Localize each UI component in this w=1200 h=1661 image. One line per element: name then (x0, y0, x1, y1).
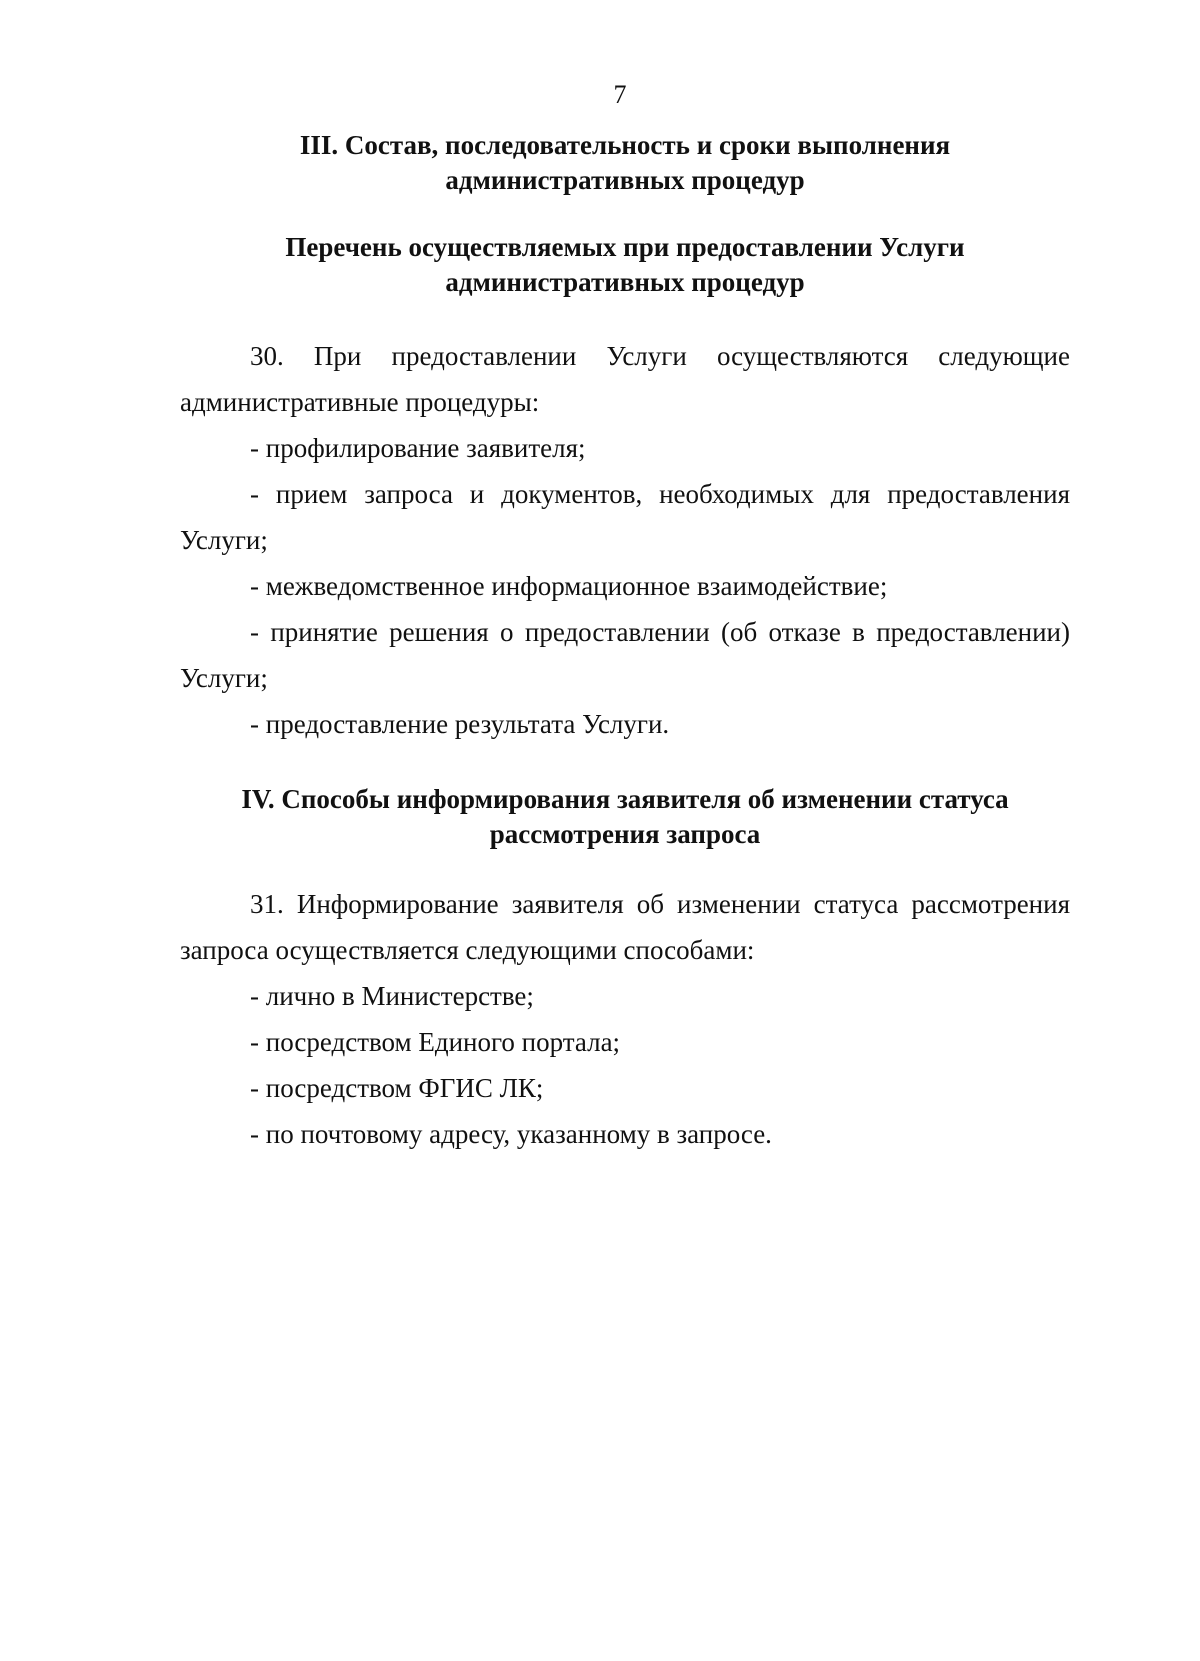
paragraph-30-item-3: - межведомственное информационное взаимодействие; (250, 571, 888, 601)
paragraph-31-line-2: запроса осуществляется следующими способами: (180, 935, 755, 965)
section-3-heading-line-1: III. Состав, последовательность и сроки выполнения (299, 130, 951, 160)
paragraph-30-item-2: - прием запроса и документов, необходимых для предоставления (250, 479, 1070, 509)
paragraph-31-item-2: - посредством Единого портала; (250, 1027, 621, 1057)
subsection-heading (180, 230, 1070, 300)
section-3-heading (180, 128, 1070, 198)
paragraph-31-item-4: - по почтовому адресу, указанному в запросе. (250, 1119, 772, 1149)
section-4-heading-line-2: рассмотрения запроса (489, 819, 761, 849)
paragraph-30-item-1: - профилирование заявителя; (250, 433, 586, 463)
paragraph-31-line-1: 31. Информирование заявителя об изменении статуса рассмотрения (250, 889, 1070, 919)
paragraph-30-item-4-continuation: Услуги; (180, 663, 268, 693)
paragraph-30-item-5: - предоставление результата Услуги. (250, 709, 670, 739)
page-number: 7 (613, 80, 627, 109)
subsection-heading-line-2: административных процедур (445, 267, 805, 297)
subsection-heading-line-1: Перечень осуществляемых при предоставлении Услуги (285, 232, 965, 262)
paragraph-31-item-1: - лично в Министерстве; (250, 981, 534, 1011)
section-4-heading-line-1: IV. Способы информирования заявителя об изменении статуса (241, 784, 1009, 814)
paragraph-30-item-4: - принятие решения о предоставлении (об отказе в предоставлении) (250, 617, 1070, 647)
section-3-heading-line-2: административных процедур (445, 165, 805, 195)
section-4-heading (180, 782, 1070, 852)
paragraph-31-item-3: - посредством ФГИС ЛК; (250, 1073, 544, 1103)
paragraph-30-line-1: 30. При предоставлении Услуги осуществляются следующие (250, 341, 1070, 371)
paragraph-30-item-2-continuation: Услуги; (180, 525, 268, 555)
paragraph-30-line-2: административные процедуры: (180, 387, 540, 417)
